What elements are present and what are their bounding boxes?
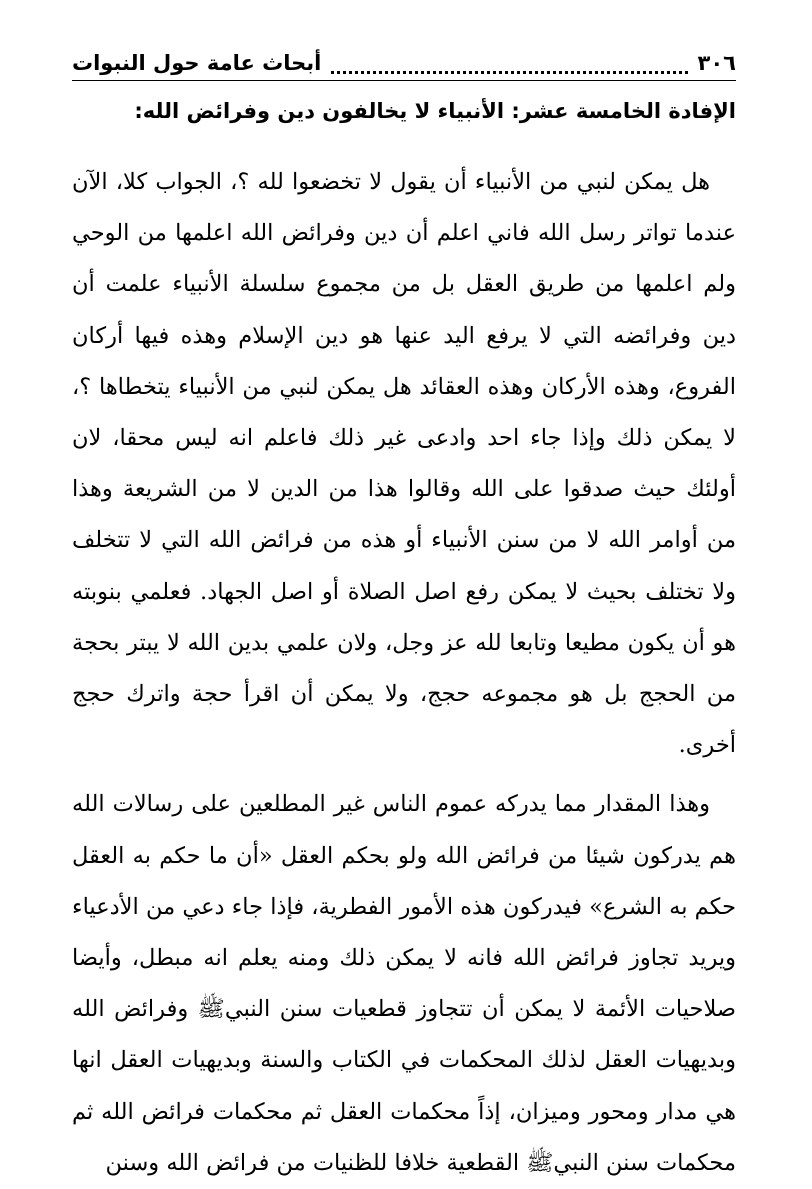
header-dot-leader	[331, 63, 687, 74]
book-title: أبحاث عامة حول النبوات	[72, 51, 322, 75]
running-header	[72, 42, 736, 78]
header-rule	[72, 80, 736, 81]
body-text	[72, 157, 736, 1189]
section-heading: الإفادة الخامسة عشر: الأنبياء لا يخالفون دين وفرائض الله:	[134, 99, 736, 123]
paragraph-2: وهذا المقدار مما يدركه عموم الناس غير المطلعين على رسالات الله هم يدركون شيئا من فرائض الله ولو بحكم العقل «أن ما حكم به العقل حكم به الشرع» فيدركون هذه الأمور الفطرية، فإذا جاء دعي من الأدعياء ويريد تجاوز فرائض الله فانه لا يمكن ذلك ومنه يعلم انه مبطل، وأيضا صلاحيات الأئمة لا يمكن أن تتجاوز قطعيات سنن النبيﷺ وفرائض الله وبديهيات العقل لذلك المحكمات في الكتاب والسنة وبديهيات العقل انها هي مدار ومحور وميزان، إذاً محكمات العقل ثم محكمات فرائض الله ثم محكمات سنن النبيﷺ القطعية خلافا للظنيات من فرائض الله وسنن	[72, 791, 736, 1176]
paragraph-1: هل يمكن لنبي من الأنبياء أن يقول لا تخضعوا لله ؟، الجواب كلا، الآن عندما تواتر رسل الله فاني اعلم أن دين وفرائض الله اعلمها من الوحي ولم اعلمها من طريق العقل بل من مجموع سلسلة الأنبياء علمت أن دين وفرائضه التي لا يرفع اليد عنها هو دين الإسلام وهذه فيها أركان الفروع، وهذه الأركان وهذه العقائد هل يمكن لنبي من الأنبياء يتخطاها ؟، لا يمكن ذلك وإذا جاء احد وادعى غير ذلك فاعلم انه ليس محقا، لان أولئك حيث صدقوا على الله وقالوا هذا من الدين لا من الشريعة وهذا من أوامر الله لا من سنن الأنبياء أو هذه من فرائض الله التي لا تتخلف ولا تختلف بحيث لا يمكن رفع اصل الصلاة أو اصل الجهاد. فعلمي بنوبته هو أن يكون مطيعا وتابعا لله عز وجل، ولان علمي بدين الله لا يبتر بحجة من الحجج بل هو مجموعه حجج، ولا يمكن أن اقرأ حجة واترك حجج أخرى.	[72, 169, 736, 759]
page-number: ٣٠٦	[697, 51, 736, 75]
